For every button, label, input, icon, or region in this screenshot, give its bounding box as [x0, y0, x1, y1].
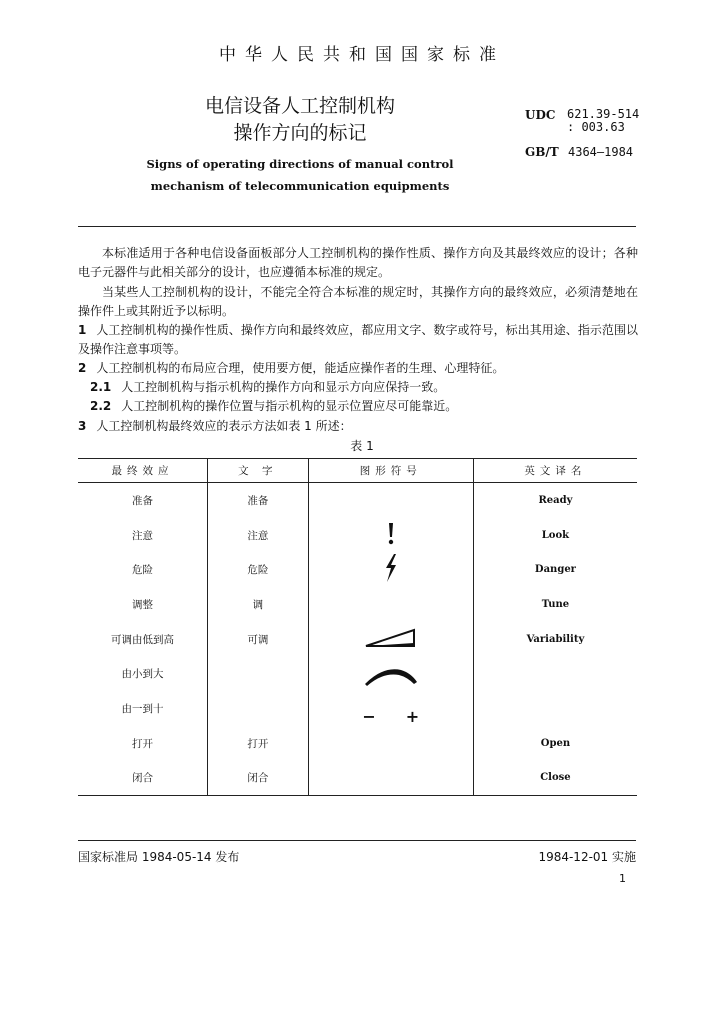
arc-increase-icon — [361, 664, 421, 688]
lightning-icon — [383, 553, 399, 583]
section-1-text: 人工控制机构的操作性质、操作方向和最终效应，都应用文字、数字或符号，标出其用途、指示范围以及操作注意事项等。 — [78, 323, 638, 356]
header-english: 英文译名 — [473, 459, 637, 483]
cell-effect: 闭合 — [78, 761, 207, 796]
issue-date: 国家标准局 1984-05-14 发布 — [78, 850, 240, 864]
section-2-2-number: 2.2 — [90, 399, 112, 413]
title-cn-line-2: 操作方向的标记 — [233, 122, 367, 144]
section-3-number: 3 — [78, 419, 87, 433]
document-header: 中华人民共和国国家标准 — [219, 45, 505, 65]
cell-effect: 由一到十 — [78, 691, 207, 726]
table-row — [78, 587, 637, 622]
section-2 — [78, 359, 504, 378]
cell-effect: 由小到大 — [78, 656, 207, 691]
section-2-2-text: 人工控制机构的操作位置与指示机构的显示位置应尽可能靠近。 — [121, 399, 458, 413]
cell-text: 打开 — [207, 726, 308, 761]
cell-effect: 打开 — [78, 726, 207, 761]
title-cn-line-1: 电信设备人工控制机构 — [204, 95, 395, 117]
cell-english: Variability — [526, 633, 585, 645]
cell-symbol — [308, 761, 473, 796]
cell-text — [207, 656, 308, 691]
header-divider — [78, 226, 636, 227]
title-en-line-1: Signs of operating directions of manual control — [146, 157, 454, 171]
paragraph-exception: 当某些人工控制机构的设计，不能完全符合本标准的规定时，其操作方向的最终效应，必须清楚地在操作件上或其附近予以标明。 — [78, 285, 638, 318]
section-2-1 — [90, 378, 445, 397]
table-row — [78, 691, 637, 726]
cell-text: 可调 — [207, 622, 308, 657]
cell-symbol — [308, 691, 473, 726]
section-2-1-number: 2.1 — [90, 380, 112, 394]
cell-text: 注意 — [207, 518, 308, 553]
gbt-code: 4364—1984 — [568, 145, 634, 159]
gbt-label: GB/T — [525, 145, 559, 159]
wedge-ramp-icon — [363, 627, 419, 649]
table-row — [78, 622, 637, 657]
cell-effect: 准备 — [78, 483, 207, 518]
cell-english: Ready — [538, 494, 573, 506]
table-row — [78, 726, 637, 761]
udc-code — [567, 108, 639, 134]
section-2-number: 2 — [78, 361, 87, 375]
section-1-number: 1 — [78, 323, 87, 337]
plus-icon: + — [405, 706, 420, 726]
cell-text: 危险 — [207, 552, 308, 587]
cell-english: Open — [540, 737, 571, 749]
cell-english — [473, 656, 637, 691]
cell-symbol — [308, 587, 473, 622]
section-2-2 — [90, 397, 457, 416]
title-en-line-2: mechanism of telecommunication equipments — [150, 179, 450, 193]
cell-symbol — [308, 518, 473, 553]
cell-text: 闭合 — [207, 761, 308, 796]
table-row — [78, 518, 637, 553]
cell-symbol — [308, 726, 473, 761]
cell-effect: 注意 — [78, 518, 207, 553]
table-row — [78, 483, 637, 518]
udc-label: UDC — [525, 108, 556, 122]
cell-symbol — [308, 483, 473, 518]
cell-text — [207, 691, 308, 726]
table-caption: 表 1 — [350, 439, 374, 453]
cell-effect: 危险 — [78, 552, 207, 587]
section-2-1-text: 人工控制机构与指示机构的操作方向和显示方向应保持一致。 — [121, 380, 446, 394]
minus-icon: − — [362, 706, 376, 726]
udc-code-line-2: : 003.63 — [567, 120, 625, 134]
cell-english: Danger — [534, 564, 576, 576]
cell-symbol — [308, 622, 473, 657]
paragraph-scope: 本标准适用于各种电信设备面板部分人工控制机构的操作性质、操作方向及其最终效应的设计；各种电子元器件与此相关部分的设计，也应遵循本标准的规定。 — [78, 246, 638, 279]
table-row — [78, 552, 637, 587]
table-row — [78, 656, 637, 691]
cell-english: Tune — [541, 598, 570, 610]
section-2-text: 人工控制机构的布局应合理，使用要方便，能适应操作者的生理、心理特征。 — [96, 361, 505, 375]
exclamation-icon — [385, 522, 397, 546]
table-header-row — [78, 459, 637, 483]
cell-effect: 可调由低到高 — [78, 622, 207, 657]
cell-text: 调 — [207, 587, 308, 622]
header-effect: 最终效应 — [78, 459, 207, 483]
section-1 — [78, 321, 638, 359]
cell-text: 准备 — [207, 483, 308, 518]
cell-english — [473, 691, 637, 726]
header-symbol: 图形符号 — [308, 459, 473, 483]
cell-symbol — [308, 656, 473, 691]
section-3 — [78, 417, 352, 436]
cell-english: Close — [473, 761, 637, 796]
table-row — [78, 761, 637, 796]
signs-table — [78, 458, 637, 796]
header-text: 文 字 — [207, 459, 308, 483]
effective-date: 1984-12-01 实施 — [538, 850, 636, 864]
cell-symbol — [308, 552, 473, 587]
udc-code-line-1: 621.39-514 — [567, 107, 640, 121]
cell-effect: 调整 — [78, 587, 207, 622]
section-3-text: 人工控制机构最终效应的表示方法如表 1 所述： — [96, 419, 352, 433]
footer-divider — [78, 840, 636, 841]
cell-english: Look — [541, 529, 570, 541]
page-number: 1 — [619, 872, 626, 885]
